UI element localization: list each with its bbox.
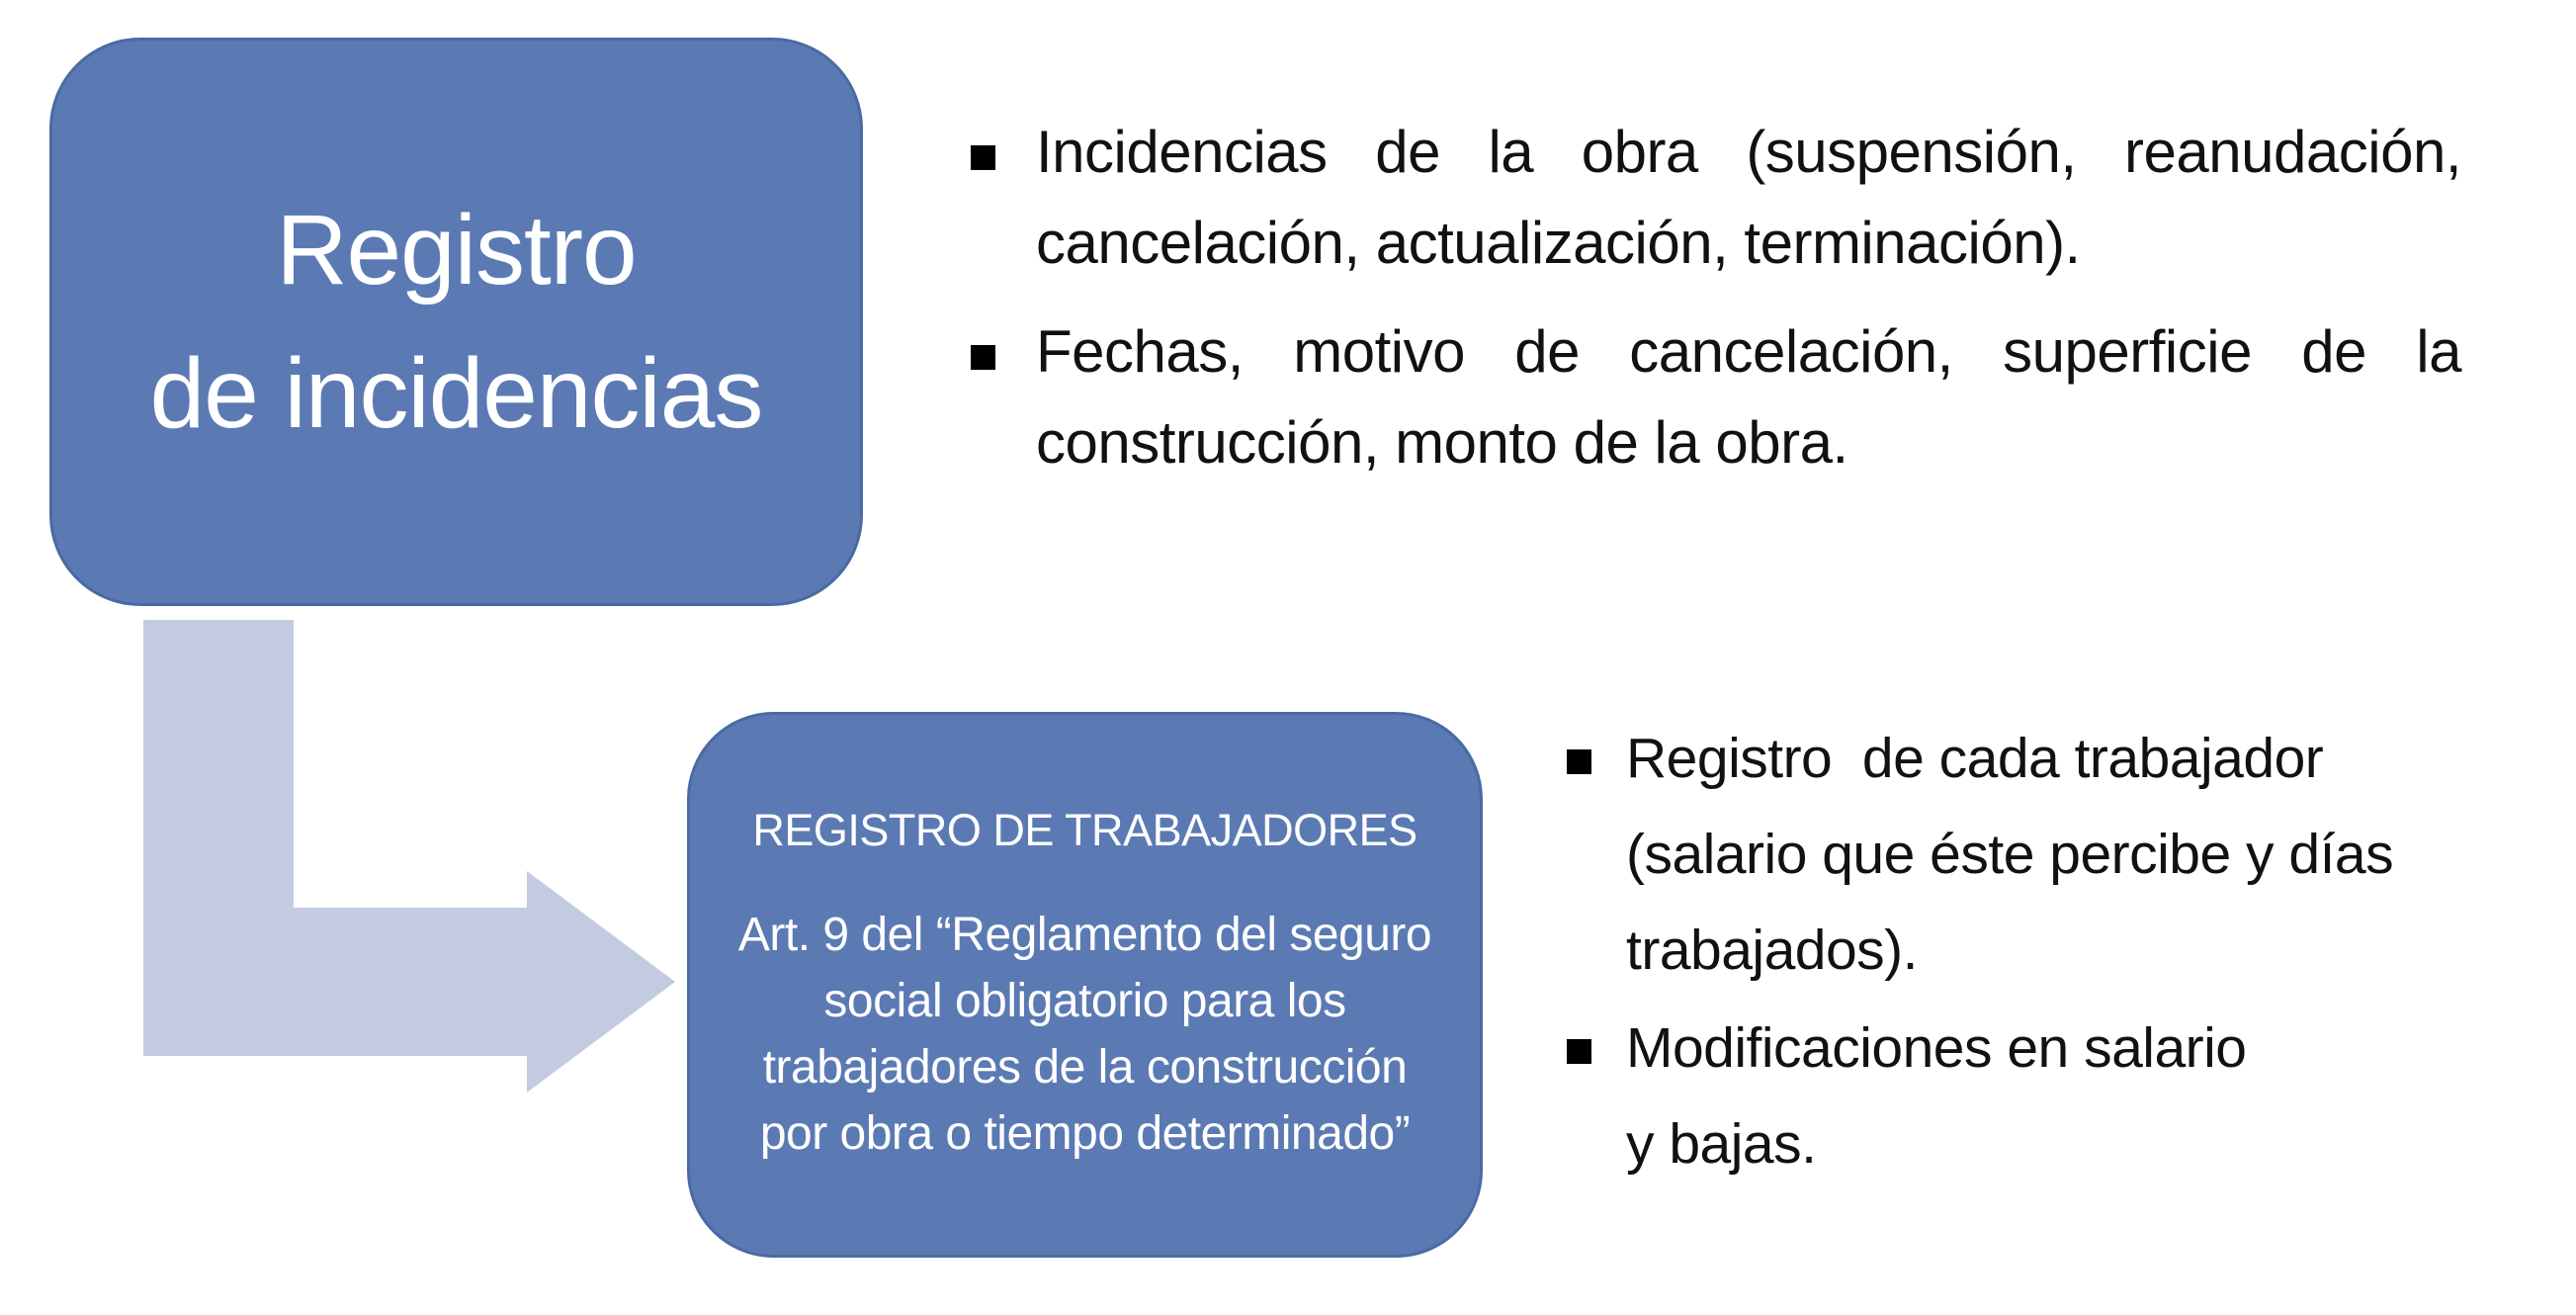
- registro-incidencias-box: [49, 38, 863, 606]
- list-item: [1567, 711, 2461, 999]
- arrow-horizontal-bar: [143, 908, 528, 1056]
- bullet-text: [1036, 307, 2461, 488]
- bullet-text: [1626, 711, 2461, 999]
- bullet-text: [1626, 1001, 2461, 1192]
- box-body-line: trabajadores de la construcción: [762, 1041, 1408, 1094]
- bullet-line: trabajados).: [1626, 919, 1919, 982]
- bullet-text: [1036, 107, 2461, 289]
- bullet-line: Fechas, motivo de cancelación, superficie de la: [1036, 318, 2461, 385]
- list-item: [1567, 1001, 2461, 1192]
- box-heading: REGISTRO DE TRABAJADORES: [752, 805, 1417, 855]
- square-bullet-icon: [971, 145, 995, 170]
- bullet-line: Registro de cada trabajador: [1626, 727, 2324, 790]
- box-body-line: Art. 9 del “Reglamento del seguro: [737, 909, 1432, 961]
- bullet-line: cancelación, actualización, terminación).: [1036, 210, 2081, 276]
- incidencias-bullet-list: [971, 107, 2461, 506]
- bullet-line: Incidencias de la obra (suspensión, reanudación,: [1036, 119, 2461, 185]
- bullet-line: construcción, monto de la obra.: [1036, 409, 1848, 476]
- square-bullet-icon: [971, 345, 995, 370]
- arrow-head-icon: [527, 871, 675, 1093]
- list-item: [971, 107, 2461, 289]
- square-bullet-icon: [1567, 749, 1591, 774]
- trabajadores-bullet-list: [1567, 711, 2461, 1194]
- bullet-line: y bajas.: [1626, 1112, 1817, 1176]
- box-body-line: social obligatorio para los: [823, 975, 1346, 1027]
- bullet-line: Modificaciones en salario: [1626, 1016, 2247, 1080]
- box-body-line: por obra o tiempo determinado”: [759, 1107, 1411, 1160]
- list-item: [971, 307, 2461, 488]
- registro-trabajadores-box: [687, 712, 1483, 1258]
- square-bullet-icon: [1567, 1039, 1591, 1064]
- box-title-line: de incidencias: [149, 337, 763, 449]
- bullet-line: (salario que éste percibe y días: [1626, 823, 2394, 886]
- box-title-line: Registro: [276, 194, 637, 306]
